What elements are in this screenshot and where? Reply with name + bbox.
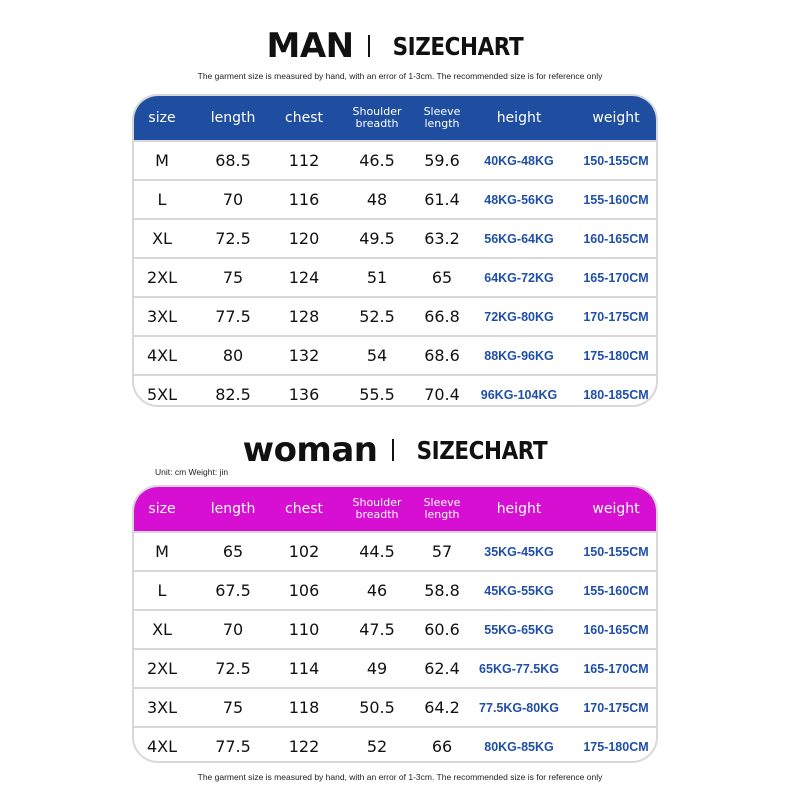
woman-cell-size: 2XL [146, 659, 178, 678]
woman-cell-chest: 102 [288, 542, 320, 561]
woman-header-shoulder-breadth: Shoulder breadth [352, 496, 402, 521]
man-cell-height: 88KG-96KG [484, 348, 554, 363]
woman-cell-size: L [157, 581, 167, 600]
man-cell-length: 77.5 [215, 307, 251, 326]
woman-cell-size: M [155, 542, 169, 561]
woman-cell-size: XL [152, 620, 172, 639]
man-size-table [132, 94, 658, 407]
woman-cell-height: 80KG-85KG [484, 739, 554, 754]
man-cell-height: 48KG-56KG [484, 192, 554, 207]
woman-cell-height: 45KG-55KG [484, 583, 554, 598]
woman-cell-weight: 175-180CM [583, 739, 649, 754]
woman-header-length: length [210, 501, 256, 517]
man-table-body [134, 140, 656, 407]
man-cell-sleeve-length: 63.2 [424, 229, 460, 248]
woman-cell-shoulder-breadth: 49 [366, 659, 388, 678]
woman-cell-chest: 106 [288, 581, 320, 600]
woman-cell-shoulder-breadth: 46 [366, 581, 388, 600]
woman-cell-sleeve-length: 57 [431, 542, 453, 561]
man-cell-length: 75 [222, 268, 244, 287]
table-row [134, 570, 656, 609]
man-cell-length: 80 [222, 346, 244, 365]
man-cell-chest: 128 [288, 307, 320, 326]
woman-note: The garment size is measured by hand, with an error of 1-3cm. The recommended size is for reference only [197, 772, 603, 782]
man-table-header [134, 96, 656, 140]
man-cell-sleeve-length: 68.6 [424, 346, 460, 365]
man-note: The garment size is measured by hand, with an error of 1-3cm. The recommended size is for reference only [197, 71, 603, 81]
table-row [134, 257, 656, 296]
woman-header-weight: weight [592, 501, 640, 517]
woman-size-table [132, 485, 658, 763]
man-cell-chest: 112 [288, 151, 320, 170]
woman-cell-height: 65KG-77.5KG [479, 661, 559, 676]
man-cell-height: 40KG-48KG [484, 153, 554, 168]
woman-title-divider [392, 439, 394, 461]
man-title-main: MAN [266, 26, 354, 66]
man-cell-shoulder-breadth: 48 [366, 190, 388, 209]
woman-cell-shoulder-breadth: 47.5 [359, 620, 395, 639]
man-cell-weight: 155-160CM [583, 192, 649, 207]
woman-cell-shoulder-breadth: 52 [366, 737, 388, 756]
woman-unit-note: Unit: cm Weight: jin [155, 467, 229, 477]
man-cell-sleeve-length: 61.4 [424, 190, 460, 209]
man-header-weight: weight [592, 110, 640, 126]
table-row [134, 335, 656, 374]
woman-title-sub: SIZECHART [416, 435, 547, 465]
man-cell-weight: 165-170CM [583, 270, 649, 285]
table-row [134, 179, 656, 218]
man-cell-shoulder-breadth: 49.5 [359, 229, 395, 248]
man-cell-shoulder-breadth: 52.5 [359, 307, 395, 326]
man-cell-length: 70 [222, 190, 244, 209]
man-header-shoulder-breadth: Shoulder breadth [352, 105, 402, 130]
table-row [134, 648, 656, 687]
man-cell-chest: 132 [288, 346, 320, 365]
woman-cell-chest: 122 [288, 737, 320, 756]
man-cell-shoulder-breadth: 54 [366, 346, 388, 365]
table-row [134, 609, 656, 648]
woman-cell-length: 67.5 [215, 581, 251, 600]
woman-cell-size: 4XL [146, 737, 178, 756]
woman-cell-weight: 165-170CM [583, 661, 649, 676]
woman-header-sleeve-length: Sleeve length [423, 496, 461, 521]
woman-cell-chest: 118 [288, 698, 320, 717]
man-cell-size: M [155, 151, 169, 170]
man-cell-shoulder-breadth: 51 [366, 268, 388, 287]
man-cell-weight: 175-180CM [583, 348, 649, 363]
man-header-chest: chest [285, 110, 323, 126]
man-cell-height: 56KG-64KG [484, 231, 554, 246]
woman-cell-weight: 155-160CM [583, 583, 649, 598]
table-row [134, 374, 656, 407]
man-cell-size: 2XL [146, 268, 178, 287]
man-cell-length: 68.5 [215, 151, 251, 170]
table-row [134, 218, 656, 257]
man-cell-weight: 180-185CM [583, 387, 649, 402]
man-cell-height: 72KG-80KG [484, 309, 554, 324]
man-header-height: height [496, 110, 542, 126]
man-title [0, 26, 800, 66]
woman-cell-length: 72.5 [215, 659, 251, 678]
woman-cell-sleeve-length: 58.8 [424, 581, 460, 600]
woman-cell-shoulder-breadth: 44.5 [359, 542, 395, 561]
man-cell-size: 4XL [146, 346, 178, 365]
man-cell-chest: 120 [288, 229, 320, 248]
woman-cell-weight: 170-175CM [583, 700, 649, 715]
woman-cell-shoulder-breadth: 50.5 [359, 698, 395, 717]
man-header-length: length [210, 110, 256, 126]
man-title-divider [368, 35, 370, 57]
woman-cell-chest: 114 [288, 659, 320, 678]
woman-cell-chest: 110 [288, 620, 320, 639]
woman-cell-sleeve-length: 66 [431, 737, 453, 756]
man-cell-weight: 150-155CM [583, 153, 649, 168]
man-cell-size: 3XL [146, 307, 178, 326]
man-cell-weight: 170-175CM [583, 309, 649, 324]
woman-title [0, 430, 800, 470]
man-cell-sleeve-length: 59.6 [424, 151, 460, 170]
man-cell-height: 64KG-72KG [484, 270, 554, 285]
woman-cell-length: 77.5 [215, 737, 251, 756]
man-cell-chest: 124 [288, 268, 320, 287]
woman-header-size: size [148, 501, 176, 517]
man-cell-length: 72.5 [215, 229, 251, 248]
man-cell-size: XL [152, 229, 172, 248]
man-cell-chest: 116 [288, 190, 320, 209]
woman-title-main: woman [242, 430, 378, 470]
table-row [134, 726, 656, 763]
man-cell-length: 82.5 [215, 385, 251, 404]
woman-cell-length: 75 [222, 698, 244, 717]
table-row [134, 687, 656, 726]
woman-cell-height: 55KG-65KG [484, 622, 554, 637]
man-cell-shoulder-breadth: 46.5 [359, 151, 395, 170]
woman-cell-size: 3XL [146, 698, 178, 717]
man-cell-size: L [157, 190, 167, 209]
man-title-sub: SIZECHART [392, 31, 523, 61]
woman-cell-height: 77.5KG-80KG [479, 700, 559, 715]
table-row [134, 296, 656, 335]
woman-cell-weight: 160-165CM [583, 622, 649, 637]
man-cell-size: 5XL [146, 385, 178, 404]
man-cell-sleeve-length: 65 [431, 268, 453, 287]
woman-table-header [134, 487, 656, 531]
man-cell-weight: 160-165CM [583, 231, 649, 246]
woman-cell-height: 35KG-45KG [484, 544, 554, 559]
table-row [134, 531, 656, 570]
woman-cell-weight: 150-155CM [583, 544, 649, 559]
man-header-size: size [148, 110, 176, 126]
man-cell-chest: 136 [288, 385, 320, 404]
man-cell-shoulder-breadth: 55.5 [359, 385, 395, 404]
woman-table-body [134, 531, 656, 763]
table-row [134, 140, 656, 179]
woman-header-chest: chest [285, 501, 323, 517]
woman-cell-length: 70 [222, 620, 244, 639]
woman-cell-sleeve-length: 62.4 [424, 659, 460, 678]
woman-cell-sleeve-length: 64.2 [424, 698, 460, 717]
man-cell-height: 96KG-104KG [480, 387, 558, 402]
man-cell-sleeve-length: 70.4 [424, 385, 460, 404]
woman-cell-sleeve-length: 60.6 [424, 620, 460, 639]
woman-header-height: height [496, 501, 542, 517]
woman-cell-length: 65 [222, 542, 244, 561]
man-cell-sleeve-length: 66.8 [424, 307, 460, 326]
man-header-sleeve-length: Sleeve length [423, 105, 461, 130]
